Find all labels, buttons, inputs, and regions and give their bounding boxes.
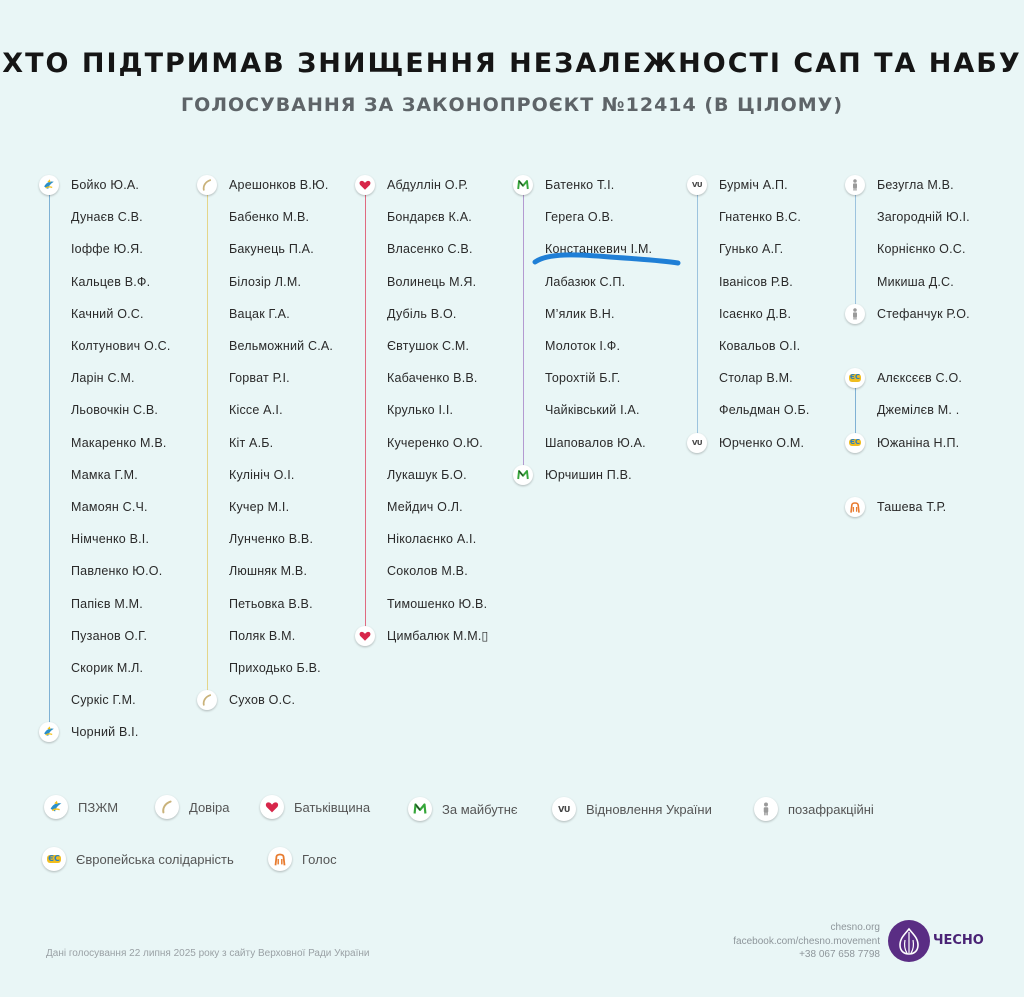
deputy-name: Юрченко О.М. <box>719 435 805 450</box>
es-icon: ЄС <box>42 847 66 871</box>
logo-text: ЧЕСНО <box>933 933 984 948</box>
deputy-name: Скорик М.Л. <box>71 661 144 675</box>
deputy-name: Молоток І.Ф. <box>545 339 621 353</box>
deputy-name: Приходько Б.В. <box>229 661 321 675</box>
deputy-name: Мамоян С.Ч. <box>71 500 148 514</box>
deputy-name: Чайківський І.А. <box>545 403 640 418</box>
deputy-name: Корнієнко О.С. <box>877 242 966 257</box>
es-icon: ЄС <box>845 368 865 388</box>
deputy-name: Кіт А.Б. <box>229 435 274 450</box>
m-icon <box>408 797 432 821</box>
deputy-name: Дунаєв С.В. <box>71 210 143 225</box>
deputy-name: Герега О.В. <box>545 210 614 225</box>
group-connector-line <box>365 185 366 636</box>
deputy-name: Кабаченко В.В. <box>387 371 478 386</box>
deputy-name: Кіссе А.І. <box>229 403 283 418</box>
m-icon <box>513 175 533 195</box>
deputy-name: Торохтій Б.Г. <box>545 371 621 386</box>
legend-item-pzzhm <box>44 794 118 820</box>
legend-label: ПЗЖМ <box>78 799 119 815</box>
pzzhm-icon <box>39 722 59 742</box>
legend-label: Довіра <box>189 799 230 815</box>
deputy-name: Павленко Ю.О. <box>71 564 163 579</box>
legend-label: позафракційні <box>788 801 874 817</box>
legend-item-yes <box>42 846 234 872</box>
legend-item-batkivshchyna <box>260 794 370 820</box>
deputy-name: Мамка Г.М. <box>71 467 138 482</box>
contact-site[interactable]: chesno.org <box>830 922 880 933</box>
deputy-name: Батенко Т.І. <box>545 178 615 192</box>
deputy-name: Петьовка В.В. <box>229 596 313 611</box>
person-icon <box>845 304 865 324</box>
deputy-name: Волинець М.Я. <box>387 274 477 289</box>
deputy-name: Сухов О.С. <box>229 693 296 708</box>
deputy-name: Люшняк М.В. <box>229 564 308 579</box>
legend-label: Голос <box>302 851 337 867</box>
deputy-name: Бабенко М.В. <box>229 210 310 225</box>
deputy-name: Горват Р.І. <box>229 371 290 386</box>
deputy-name: Качний О.С. <box>71 306 144 321</box>
deputy-name: Гунько А.Г. <box>719 242 784 257</box>
group-connector-line <box>523 185 524 475</box>
deputy-name: Загородній Ю.І. <box>877 210 970 225</box>
pzzhm-icon <box>39 175 59 195</box>
holos-icon <box>268 847 292 871</box>
deputy-name: Льовочкін С.В. <box>71 403 159 418</box>
deputy-name: Джемілєв М. . <box>877 403 960 418</box>
group-connector-line <box>855 185 856 314</box>
deputy-name: Білозір Л.М. <box>229 274 302 289</box>
dovira-icon <box>197 690 217 710</box>
deputy-name: Тимошенко Ю.В. <box>387 596 488 611</box>
legend-label: За майбутнє <box>442 801 518 817</box>
deputy-name: Вацак Г.А. <box>229 306 290 321</box>
deputy-name: Бакунець П.А. <box>229 242 314 257</box>
deputy-name: Бондарєв К.А. <box>387 210 472 225</box>
deputy-name: Ларін С.М. <box>71 371 135 386</box>
deputy-name: Мейдич О.Л. <box>387 500 463 514</box>
es-icon: ЄС <box>845 433 865 453</box>
deputy-name: Дубіль В.О. <box>387 306 457 321</box>
heart-icon <box>355 175 375 195</box>
dovira-icon <box>197 175 217 195</box>
deputy-name: Арешонков В.Ю. <box>229 178 329 192</box>
deputy-name: Крулько І.І. <box>387 403 454 418</box>
legend-label: Відновлення України <box>586 801 712 817</box>
deputy-name: Алєксєєв С.О. <box>877 371 963 386</box>
deputy-name: Бойко Ю.А. <box>71 178 140 192</box>
deputy-name: Цимбалюк М.М.▯ <box>387 629 489 644</box>
heart-icon <box>260 795 284 819</box>
legend-item-za_maibutnie <box>408 796 518 822</box>
deputy-name: Вельможний С.А. <box>229 339 334 353</box>
deputy-name: Фельдман О.Б. <box>719 403 810 418</box>
legend-item-holos <box>268 846 337 872</box>
page-title: ХТО ПІДТРИМАВ ЗНИЩЕННЯ НЕЗАЛЕЖНОСТІ САП ТА НАБУ <box>2 48 1022 79</box>
deputy-name: Суркіс Г.М. <box>71 693 136 708</box>
group-connector-line <box>207 185 208 700</box>
holos-icon <box>845 497 865 517</box>
deputy-name: Власенко С.В. <box>387 242 473 257</box>
deputy-name: Лукашук Б.О. <box>387 467 467 482</box>
legend-label: Європейська солідарність <box>76 851 234 867</box>
person-icon <box>754 797 778 821</box>
footer-note: Дані голосування 22 липня 2025 року з сайту Верховної Ради України <box>46 948 370 959</box>
person-icon <box>845 175 865 195</box>
contact-facebook[interactable]: facebook.com/chesno.movement <box>733 935 880 947</box>
deputy-name: Папієв М.М. <box>71 596 143 611</box>
deputy-name: Чорний В.І. <box>71 725 139 740</box>
deputy-name: Соколов М.В. <box>387 564 468 579</box>
contacts <box>733 921 880 962</box>
deputy-name: Лабазюк С.П. <box>545 274 626 289</box>
contact-phone: +38 067 658 7798 <box>799 949 880 960</box>
handwritten-underline <box>530 248 685 272</box>
dovira-icon <box>155 795 179 819</box>
deputy-name: Кучер М.І. <box>229 500 290 514</box>
vu-icon: VU <box>687 175 707 195</box>
pzzhm-icon <box>44 795 68 819</box>
deputy-name: Ташева Т.Р. <box>877 500 947 514</box>
deputy-name: Кальцев В.Ф. <box>71 274 151 289</box>
deputy-name: Южаніна Н.П. <box>877 435 960 450</box>
deputy-name: Констанкевич І.М. <box>545 242 653 257</box>
legend-item-vidnovlennia <box>552 796 712 822</box>
legend-item-pozafraktsiini <box>754 796 874 822</box>
deputy-name: Лунченко В.В. <box>229 532 314 547</box>
deputy-name: Микиша Д.С. <box>877 274 954 289</box>
deputy-name: Ковальов О.І. <box>719 339 801 353</box>
deputy-name: Німченко В.І. <box>71 532 150 547</box>
deputy-name: Столар В.М. <box>719 371 793 386</box>
legend-label: Батьківщина <box>294 799 371 815</box>
deputy-name: Ніколаєнко А.І. <box>387 532 477 547</box>
legend-item-dovira <box>155 794 229 820</box>
deputy-name: Макаренко М.В. <box>71 435 167 450</box>
chesno-logo-icon <box>888 920 930 962</box>
deputy-name: Бурміч А.П. <box>719 178 788 192</box>
deputy-name: Ісаєнко Д.В. <box>719 306 792 321</box>
deputy-name: Євтушок С.М. <box>387 339 470 353</box>
vu-icon: VU <box>552 797 576 821</box>
deputy-name: Стефанчук Р.О. <box>877 306 970 321</box>
deputy-name: Абдуллін О.Р. <box>387 178 469 192</box>
deputy-name: Колтунович О.С. <box>71 339 171 353</box>
heart-icon <box>355 626 375 646</box>
deputy-name: Безугла М.В. <box>877 178 954 192</box>
group-connector-line <box>49 185 50 732</box>
deputy-name: Кучеренко О.Ю. <box>387 435 483 450</box>
group-connector-line <box>697 185 698 443</box>
page-subtitle: ГОЛОСУВАННЯ ЗА ЗАКОНОПРОЄКТ №12414 (В ЦІЛОМУ) <box>180 94 844 116</box>
deputy-name: Кулініч О.І. <box>229 467 295 482</box>
deputy-name: Іванісов Р.В. <box>719 274 793 289</box>
deputy-name: Юрчишин П.В. <box>545 467 632 482</box>
deputy-name: Шаповалов Ю.А. <box>545 435 646 450</box>
deputy-name: Гнатенко В.С. <box>719 210 802 225</box>
deputy-name: Пузанов О.Г. <box>71 628 148 643</box>
deputy-name: Поляк В.М. <box>229 628 296 643</box>
vu-icon: VU <box>687 433 707 453</box>
deputy-name: М’ялик В.Н. <box>545 306 615 321</box>
m-icon <box>513 465 533 485</box>
deputy-name: Іоффе Ю.Я. <box>71 242 144 257</box>
